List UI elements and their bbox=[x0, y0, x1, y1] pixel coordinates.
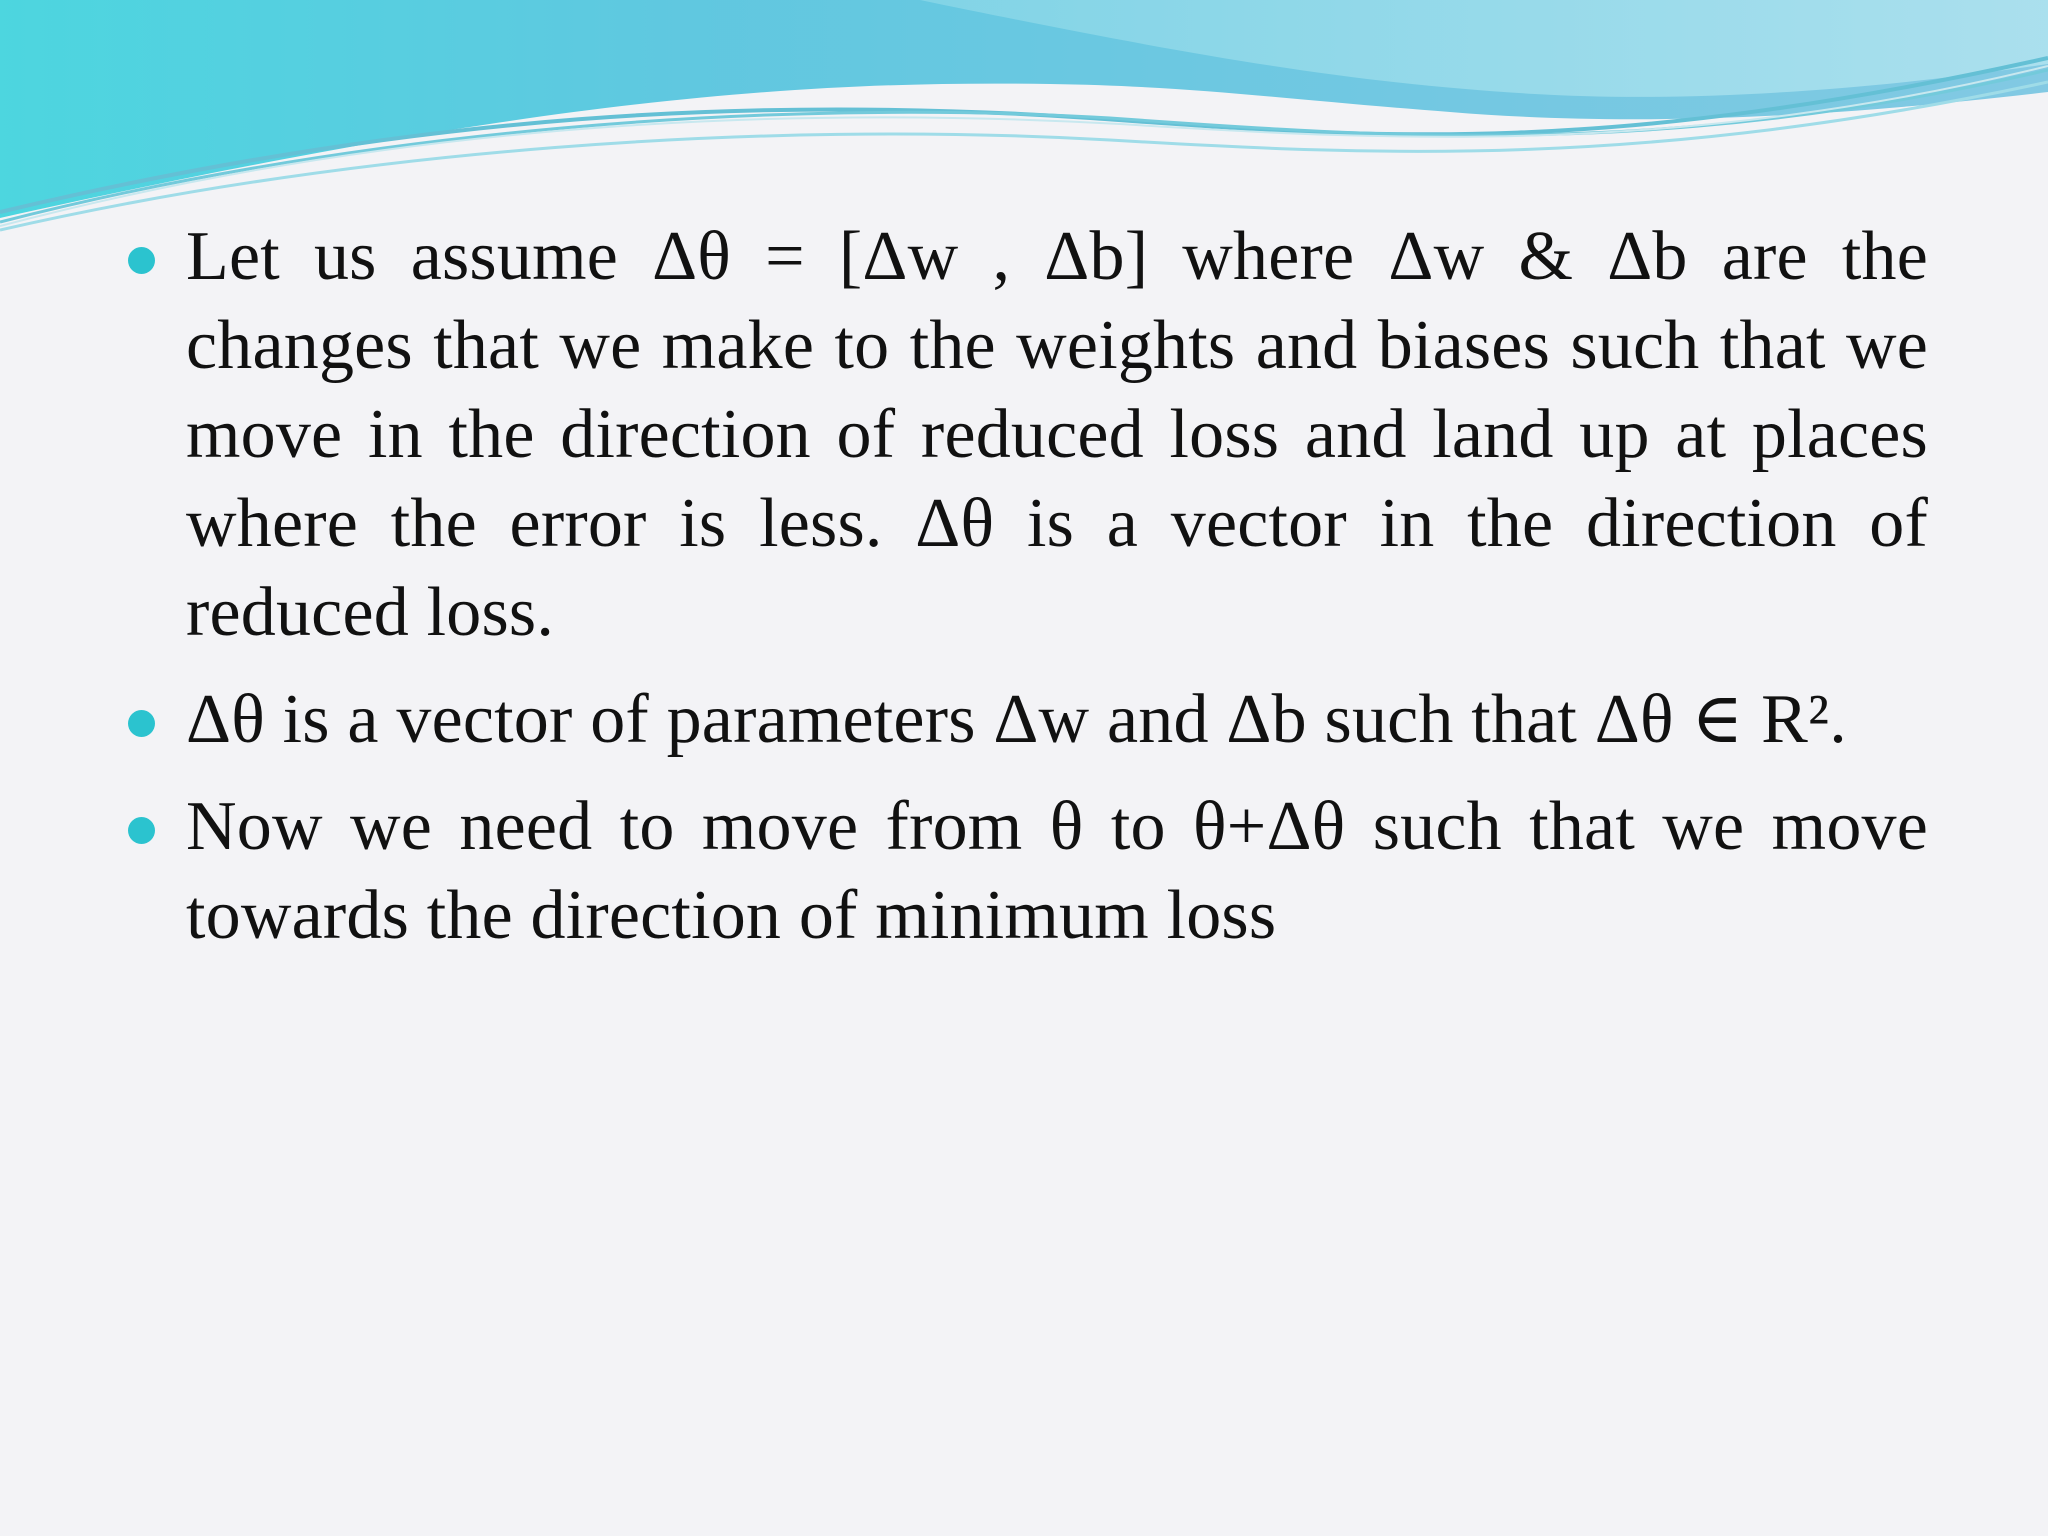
bullet-point-icon bbox=[128, 710, 155, 737]
bullet-point-icon bbox=[128, 817, 155, 844]
slide-content bbox=[128, 212, 1928, 978]
bullet-text-2: Δθ is a vector of parameters Δw and Δb such that Δθ ∈ R². bbox=[186, 681, 1847, 758]
bullet-text-3: Now we need to move from θ to θ+Δθ such that we move towards the direction of minimum loss bbox=[186, 788, 1928, 954]
bullet-list bbox=[128, 212, 1928, 960]
bullet-item-1 bbox=[128, 212, 1928, 657]
bullet-point-icon bbox=[128, 247, 155, 274]
bullet-item-2 bbox=[128, 675, 1928, 764]
bullet-item-3 bbox=[128, 782, 1928, 960]
bullet-text-1: Let us assume Δθ = [Δw , Δb] where Δw & Δb are the changes that we make to the weights and biases such that we move in the direction of reduced loss and land up at places where the error is less. Δθ is a vector in the direction of reduced loss. bbox=[186, 218, 1928, 651]
